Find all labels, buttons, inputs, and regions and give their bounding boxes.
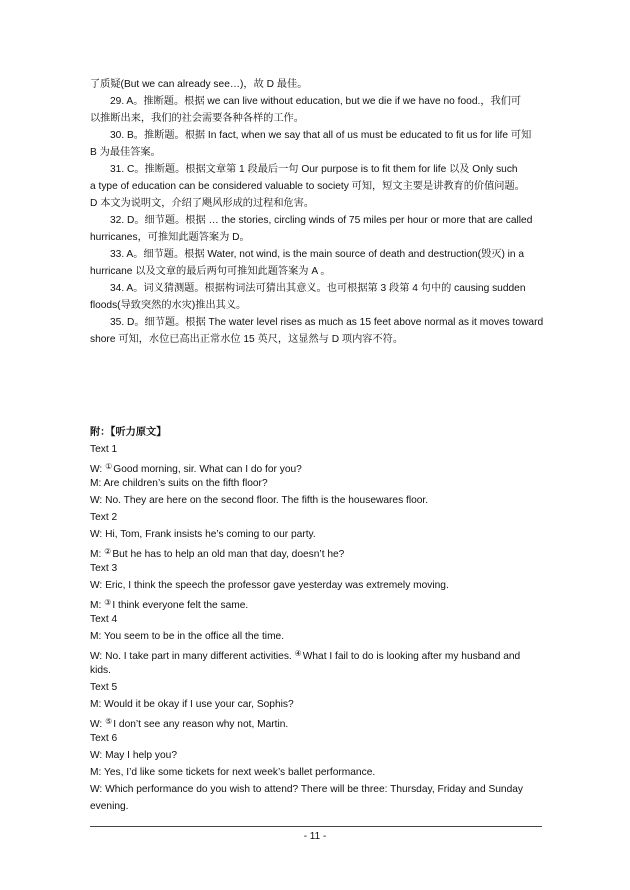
circled-number: ② (104, 547, 112, 556)
circled-number: ① (105, 462, 113, 471)
answer-line: 34. A。词义猜测题。根据构词法可猜出其意义。也可根据第 3 段第 4 句中的 causing sudden (110, 283, 526, 294)
transcript-line: Text 2 (90, 512, 118, 523)
transcript-line: kids. (90, 665, 111, 676)
transcript-line: M: You seem to be in the office all the time. (90, 631, 285, 642)
answer-line: 33. A。细节题。根据 Water, not wind, is the main source of death and destruction(毁灭) in a (110, 249, 525, 260)
transcript-line: W: Hi, Tom, Frank insists he’s coming to our party. (90, 529, 316, 540)
appendix-heading: 附：【听力原文】 (90, 427, 167, 438)
circled-number: ④ (294, 649, 302, 658)
answer-line: floods(导致突然的水灾)推出其义。 (90, 300, 247, 311)
transcript-line: M: ③I think everyone felt the same. (90, 598, 249, 611)
transcript-line: Text 3 (90, 563, 118, 574)
answer-line: 32. D。细节题。根据 … the stories, circling winds of 75 miles per hour or more that are called (110, 215, 533, 226)
circled-number: ③ (104, 598, 112, 607)
answer-line: a type of education can be considered valuable to society 可知，短文主要是讲教育的价值问题。 (90, 181, 525, 192)
answer-line: 以推断出来，我们的社会需要各种各样的工作。 (90, 113, 304, 124)
answer-line: B 为最佳答案。 (90, 147, 161, 158)
footer-divider (90, 826, 542, 827)
transcript-line: W: No. They are here on the second floor. The fifth is the housewares floor. (90, 495, 429, 506)
transcript-line: W: No. I take part in many different activities. ④What I fail to do is looking after my husband and (90, 649, 521, 662)
transcript-line: W: Which performance do you wish to attend? There will be three: Thursday, Friday and Sunday (90, 784, 524, 795)
answer-line: 了质疑(But we can already see…)，故 D 最佳。 (90, 79, 308, 90)
transcript-line: M: Would it be okay if I use your car, Sophis? (90, 699, 294, 710)
transcript-line: evening. (90, 801, 129, 812)
answer-line: 30. B。推断题。根据 In fact, when we say that all of us must be educated to fit us for life 可知 (110, 130, 532, 141)
transcript-line: Text 5 (90, 682, 118, 693)
transcript-line: Text 4 (90, 614, 118, 625)
answer-line: 31. C。推断题。根据文章第 1 段最后一句 Our purpose is to fit them for life 以及 Only such (110, 164, 518, 175)
transcript-line: M: Are children’s suits on the fifth floor? (90, 478, 268, 489)
transcript-line: Text 1 (90, 444, 118, 455)
answer-line: hurricane 以及文章的最后两句可推知此题答案为 A 。 (90, 266, 331, 277)
answer-line: D 本文为说明文，介绍了飓风形成的过程和危害。 (90, 198, 315, 209)
transcript-line: W: ⑤I don’t see any reason why not, Martin. (90, 717, 289, 730)
transcript-line: Text 6 (90, 733, 118, 744)
transcript-line: W: Eric, I think the speech the professor gave yesterday was extremely moving. (90, 580, 449, 591)
answer-line: 29. A。推断题。根据 we can live without education, but we die if we have no food.，我们可 (110, 96, 522, 107)
page-number: - 11 - (303, 831, 327, 842)
answer-line: hurricanes，可推知此题答案为 D。 (90, 232, 250, 243)
answer-line: shore 可知，水位已高出正常水位 15 英尺，这显然与 D 项内容不符。 (90, 334, 404, 345)
transcript-line: W: ①Good morning, sir. What can I do for you? (90, 462, 302, 475)
transcript-line: M: Yes, I’d like some tickets for next week’s ballet performance. (90, 767, 376, 778)
answer-line: 35. D。细节题。根据 The water level rises as much as 15 feet above normal as it moves toward (110, 317, 544, 328)
circled-number: ⑤ (105, 717, 113, 726)
transcript-line: W: May I help you? (90, 750, 178, 761)
transcript-line: M: ②But he has to help an old man that day, doesn’t he? (90, 547, 345, 560)
